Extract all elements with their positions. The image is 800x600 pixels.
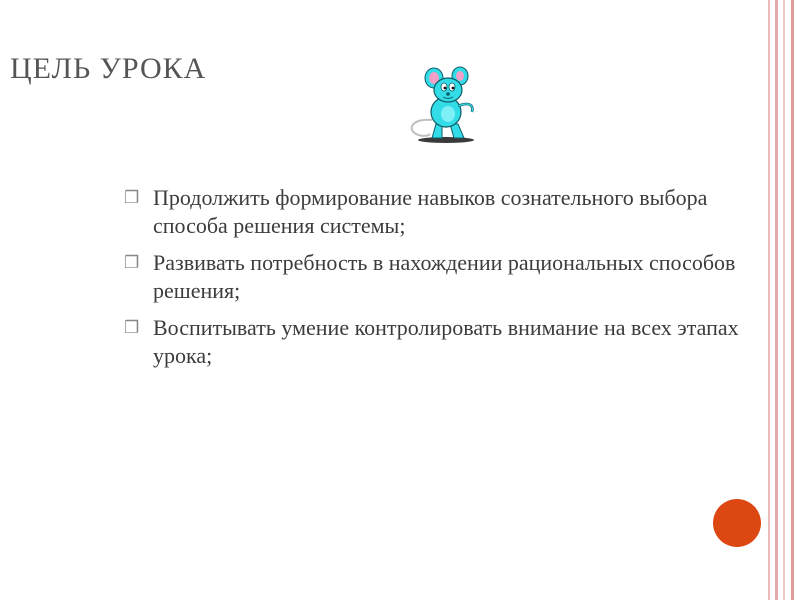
list-item xyxy=(124,314,774,370)
list-item xyxy=(124,249,774,305)
bullet-text: Продолжить формирование навыков сознательного выбора способа решения системы; xyxy=(153,185,708,238)
bullet-list xyxy=(124,184,774,379)
bullet-marker-icon: ❒ xyxy=(124,188,140,207)
cartoon-mouse-icon xyxy=(398,66,494,146)
slide-title: ЦЕЛЬ УРОКА xyxy=(10,52,207,85)
orange-circle-icon xyxy=(713,499,761,547)
decorative-rail xyxy=(775,0,778,600)
decorative-rail xyxy=(791,0,794,600)
decorative-rail xyxy=(783,0,785,600)
bullet-text: Развивать потребность в нахождении рациональных способов решения; xyxy=(153,250,736,303)
list-item xyxy=(124,184,774,240)
bullet-text: Воспитывать умение контролировать внимание на всех этапах урока; xyxy=(153,315,739,368)
bullet-marker-icon: ❒ xyxy=(124,318,140,337)
bullet-marker-icon: ❒ xyxy=(124,253,140,272)
